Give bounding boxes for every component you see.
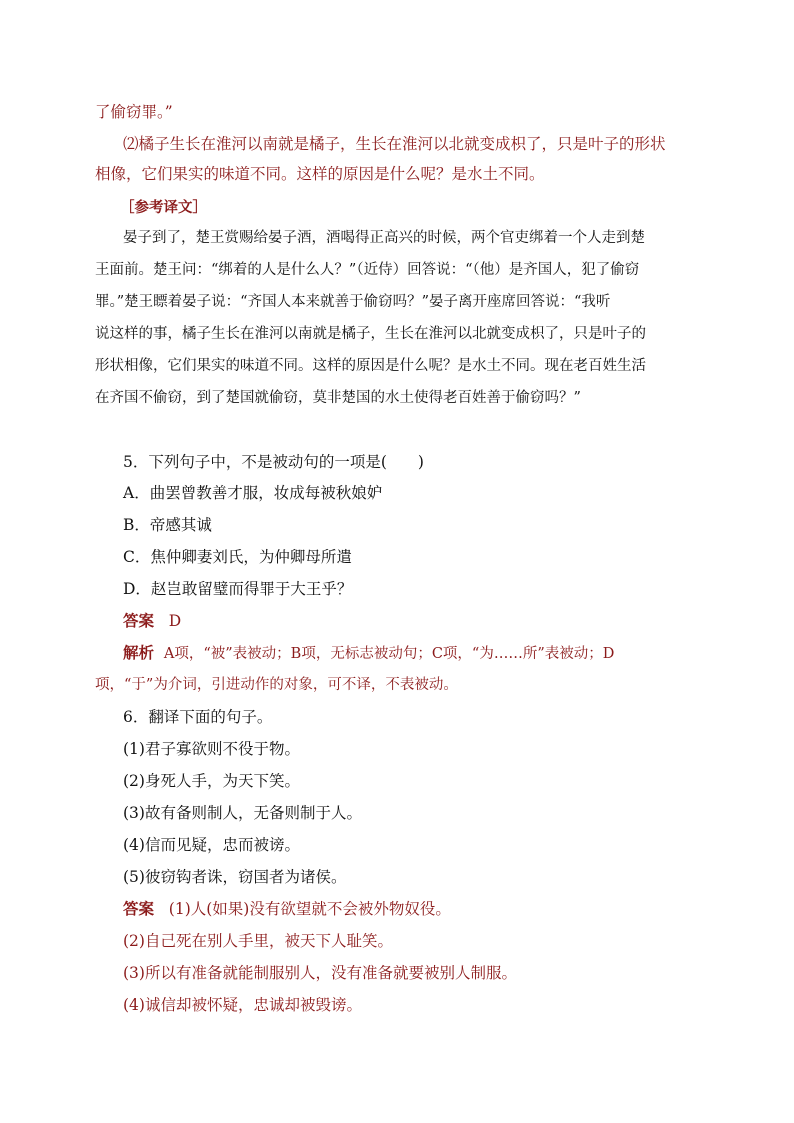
- question-5-option-b: B．帝感其诚: [123, 516, 212, 534]
- continuation-text: 了偷窃罪。”: [95, 103, 173, 121]
- translation-line-4: 说这样的事，橘子生长在淮河以南就是橘子，生长在淮河以北就变成枳了，只是叶子的: [95, 326, 646, 342]
- question-5-option-c: C．焦仲卿妻刘氏，为仲卿母所遣: [123, 548, 352, 566]
- reference-translation-heading: ［参考译文］: [120, 199, 207, 216]
- question-6-item-1: (1)君子寡欲则不役于物。: [123, 740, 300, 758]
- question-5-analysis: [123, 642, 614, 665]
- question-6-answer-3: (3)所以有准备就能制服别人，没有准备就要被别人制服。: [123, 964, 517, 982]
- explanation-2-line-2: 相像，它们果实的味道不同。这样的原因是什么呢？是水土不同。: [95, 165, 545, 183]
- translation-line-3: 罪。”楚王瞟着晏子说：“齐国人本来就善于偷窃吗？”晏子离开座席回答说：“我听: [95, 294, 611, 310]
- question-6-answer-2: (2)自己死在别人手里，被天下人耻笑。: [123, 932, 393, 950]
- question-6-answer-1: [123, 898, 451, 920]
- question-5-answer: [123, 610, 181, 632]
- translation-line-2: 王面前。楚王问：“绑着的人是什么人？”（近侍）回答说：“（他）是齐国人，犯了偷窃: [95, 262, 640, 278]
- question-6-answer-4: (4)诚信却被怀疑，忠诚却被毁谤。: [123, 996, 362, 1014]
- question-6-item-3: (3)故有备则制人，无备则制于人。: [123, 804, 362, 822]
- answer-value: D: [168, 612, 182, 630]
- answer-label: 答案: [123, 611, 155, 630]
- analysis-label: 解析: [123, 643, 155, 662]
- analysis-line-1: A项，“被”表被动；B项，无标志被动句；C项，“为……所”表被动；D: [163, 646, 615, 662]
- question-6-stem: 6．翻译下面的句子。: [123, 708, 273, 726]
- question-5-option-a: A．曲罢曾教善才服，妆成每被秋娘妒: [123, 484, 383, 502]
- question-6-item-2: (2)身死人手，为天下笑。: [123, 772, 300, 790]
- answer-label: 答案: [123, 899, 155, 918]
- question-5-option-d: D．赵岂敢留璧而得罪于大王乎？: [123, 580, 353, 598]
- translation-line-5: 形状相像，它们果实的味道不同。这样的原因是什么呢？是水土不同。现在老百姓生活: [95, 358, 646, 374]
- question-5-stem: 5．下列句子中，不是被动句的一项是( ): [123, 453, 424, 471]
- analysis-line-2: 项，“于”为介词，引进动作的对象，可不译，不表被动。: [95, 677, 458, 693]
- explanation-2-line-1: ⑵橘子生长在淮河以南就是橘子，生长在淮河以北就变成枳了，只是叶子的形状: [123, 135, 666, 153]
- question-6-item-5: (5)彼窃钩者诛，窃国者为诸侯。: [123, 868, 347, 886]
- translation-line-1: 晏子到了，楚王赏赐给晏子酒，酒喝得正高兴的时候，两个官吏绑着一个人走到楚: [123, 230, 645, 246]
- translation-line-6: 在齐国不偷窃，到了楚国就偷窃，莫非楚国的水土使得老百姓善于偷窃吗？”: [95, 390, 581, 406]
- question-6-item-4: (4)信而见疑，忠而被谤。: [123, 836, 300, 854]
- answer-text: (1)人(如果)没有欲望就不会被外物奴役。: [168, 900, 451, 918]
